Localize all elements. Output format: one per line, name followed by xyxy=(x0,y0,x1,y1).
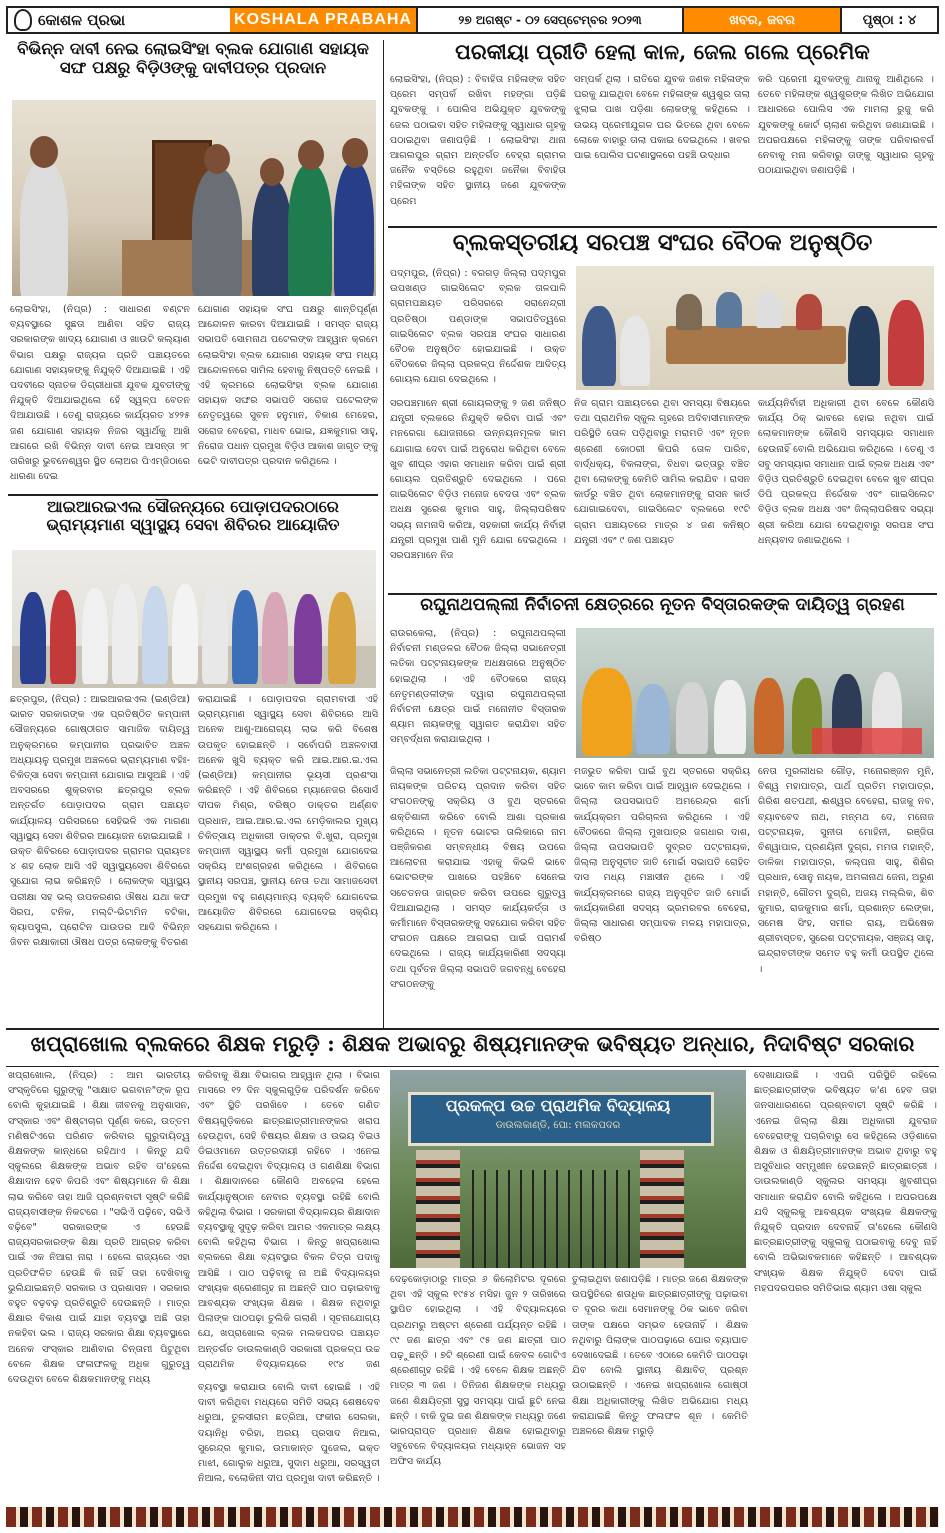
article-body-col2: ସମ୍ପର୍କ ଥିଲା । ରାତିରେ ଯୁବକ ଜଣକ ମହିଳାଙ୍କ ଘରକୁ ଯାଇଥିବା ବେଳେ ମହିଳାଙ୍କ ଶ୍ୱଶୁର ତାଲା ଝୁଲାଇ ପାଖ ପଡ଼ିଶା ଲୋକଙ୍କୁ କହିଥିଲେ । ଉଭୟ ପ୍ରେମୀଯୁଗଳ ଘର ଭିତରେ ଥିବା ବେଳେ ଲୋକେ ବାହାରୁ ତାଲା ପକାଇ ଦେଇଥିଲେ । ଖବର ପାଇ ପୋଲିସ ଘଟଣାସ୍ଥଳରେ ପହଞ୍ଚି ଉଦ୍ଧାର xyxy=(574,74,750,162)
khaprakhol-body-col4: ଦେଢ଼କୋଡ଼ାଠାରୁ ମାତ୍ର ୬ କିଲୋମିଟର ଦୂରରେ ଥିବା ଏହି ସ୍କୁଲ ୧୯୫୪ ମସିହା ଜୁନ ୨ ତାରିଖରେ ସ୍ଥାପିତ ହୋଇଥିଲା । ଏହି ବିଦ୍ୟାଳୟରେ ପ୍ରଥମରୁ ଅଷ୍ଟମ ଶ୍ରେଣୀ ପର୍ଯ୍ୟନ୍ତ ରହିଛି । ୯୯ ଜଣ ଛାତ୍ର ଏବଂ ୯୫ ଜଣ ଛାତ୍ରୀ ପାଠ ପଢ଼ୁଛନ୍ତି । ୭ଟି ଶ୍ରେଣୀ ପାଇଁ କେବଳ ଗୋଟିଏ ଶ୍ରେଣୀଗୃହ ରହିଛି । ଏହି ବେଳେ ଶିକ୍ଷକ ଅଛନ୍ତି ମାତ୍ର ୩ ଜଣ । ତିନିଜଣ ଶିକ୍ଷକଙ୍କ ମଧ୍ୟରୁ ଜଣେ ଶିକ୍ଷୟିତ୍ରୀ ସୁସ୍ଥ ସମସ୍ୟା ପାଇଁ ଛୁଟି ନେଇ ଛନ୍ତି । ବାକି ଦୁଇ ଜଣ ଶିକ୍ଷକଙ୍କ ମଧ୍ୟରୁ ଜଣେ ଭାରପ୍ରାପ୍ତ ପ୍ରଧାନ ଶିକ୍ଷକ ହୋଇଥିବାରୁ ସବୁବେଳେ ବିଦ୍ୟାଳୟର ମଧ୍ୟାହ୍ନ ଭୋଜନ ସହ ଅଫିସ କାର୍ଯ୍ୟ xyxy=(390,1274,566,1468)
section-name: ଖବର, ଜବର xyxy=(682,8,840,32)
article-love-affair xyxy=(388,40,937,225)
school-sign-text: ପ୍ରକଳ୍ପ ଉଚ୍ଚ ପ୍ରାଥମିକ ବିଦ୍ୟାଳୟ xyxy=(445,1096,671,1115)
article-raghunathpali xyxy=(388,596,937,1026)
section-rule xyxy=(388,226,937,228)
article-body-col2: ନିଜ ଗ୍ରାମ ପଞ୍ଚାୟତରେ ଥିବା ସମସ୍ୟା ବିଷୟରେ ତଥା ପ୍ରାଥମିକ ସ୍କୁଲ ଗୃହରେ ଅଦିବାସୀମାନଙ୍କ ପରିସ୍ଥିତି ତୋଳ ପଡ଼ିଥିବାରୁ ମରାମତି ଏବଂ ନୂତନ ଶ୍ରେଣୀ କୋଠରୀ କିପରି ତୋଳ ପାରିବ, ବାର୍ଦ୍ଧକ୍ୟ, ବିକଳାଙ୍ଗ, ବିଧବା ଭତ୍ତାରୁ ବଞ୍ଚିତ ଥିବା ଲୋକଙ୍କୁ କେମିତି ସାମିଲ କରାଯିବ । ରାସନ କାର୍ଡରୁ ବଞ୍ଚିତ ଥିବା ଲୋକମାନଙ୍କୁ ରାସନ କାର୍ଡ ଯୋଗାଇଦେବା, ଗାଇସିଲେଟ ବ୍ଲକରେ ୧୯ଟି ଗ୍ରାମ ପଞ୍ଚାୟତରେ ମାତ୍ର ୪ ଜଣ କନିଷ୍ଠ ଯନ୍ତ୍ରୀ ଏବଂ ୯ ଜଣ ପଞ୍ଚାୟତ xyxy=(574,398,750,546)
article-body-col3: ନେତା ମୁରଲୀଧର ଗୌଡ଼, ମନୋରଞ୍ଜନ ମୁନି, ବିଶ୍ୱ ମହାପାତ୍ର, ପାର୍ଥ ପ୍ରତିମ ମହାପାତ୍ର, ଗିରିଶ ଶତପଥୀ, ଈଶ୍ୱର ବେହେରା, ରାଜକୁ ନବ, ବ୍ୟାବବେଦ ନାଥ, ମନ୍ମଥ ଦେ, ମନୋଜ ପଟ୍ଟନାୟକ, ସୁନୀତା ମୋହିନୀ, ରଞ୍ଜିତା ବିଶ୍ୱାପାଳ, ପ୍ରଣୟିନୀ ଦୁଗ୍‌ଗ, ମମତା ମହାନ୍ତି, ଡାଳିକା ମହାପାତ୍ର, କଲ୍ପନା ସାହୁ, ଶିଶିର ପ୍ରଧାନ, ସୋନୁ ନାୟକ, ଅମଳାନାଥ ଜେନା, ଅରୁଣ ମହାନ୍ତି, ଗୌତମ ଦୁଗ୍‌ଗି, ଅଜୟ ମଲ୍ଲିକ, ଶିବ କୁମାର, ରାଜକୁମାର ଶର୍ମା, ପ୍ରଶାନ୍ତ ଲେଙ୍କା, ସମେଷ ସିଂହ, ସମୀର ରାୟ, ଅଭିଷେକ ଶ୍ରୀବାସ୍ତବ, ସୁରେଶ ପଟ୍ଟନାୟକ, ସଞ୍ଜୟ ସାହୁ, ଇନ୍ଦ୍ରାବତୀଙ୍କ ସମେତ ବହୁ କର୍ମୀ ଉପସ୍ଥିତ ଥିଲେ । xyxy=(758,766,934,975)
article-lead: ରାଉରକେଲା, (ନିପ୍ର) : ରଘୁନାଥପଲ୍ଲୀ ନିର୍ବାଚନୀ ମଣ୍ଡଳର ବୈଠକ ଜିଲ୍ଲା ସଭାନେତ୍ରୀ ଲତିକା ପଟ୍ଟନାୟକଙ୍କ ଅଧକ୍ଷତାରେ ଅନୁଷ୍ଠିତ ହୋଇଥିଲା । ଏହି ବୈଠକରେ ରାଜ୍ୟ ନେତୃମଣ୍ଡଳୀଙ୍କ ଦ୍ୱାରା ରଘୁନାଥପଲ୍ଲୀ ନିର୍ବାଚନୀ କ୍ଷେତ୍ର ପାଇଁ ମନୋନୀତ ବିସ୍ତାରକ ଶ୍ୟାମ ନାୟକଙ୍କୁ ସ୍ୱାଗତ କରାଯିବା ସହିତ ସମ୍ବର୍ଦ୍ଧନା କରାଯାଇଥିଲା । xyxy=(390,628,566,746)
school-sign-subtext: ଡାଉଲକାଣ୍ଡି, ପୋ: ମଲକପଦର xyxy=(495,1120,621,1131)
headline: ଆଇଆରଇଏଲ ସୌଜନ୍ୟରେ ପୋଡ଼ାପଦରଠାରେ ଭ୍ରାମ୍ୟମାଣ ସ୍ୱାସ୍ଥ୍ୟ ସେବା ଶିବିରର ଆୟୋଜିତ xyxy=(46,498,340,535)
article-body-col1: ଛତ୍ରପୁର, (ନିପ୍ର) : ଆଇଆରଇଏଲ (ଇଣ୍ଡିଆ) ଭାରତ ସରକାରଙ୍କ ଏକ ପ୍ରତିଷ୍ଠିତ କମ୍ପାନୀ ସୌଜନ୍ୟରେ ଗୋଷ୍ଠୀଗତ ସାମାଜିକ ଦାୟିତ୍ୱ ଅନୁକ୍ରମରେ କମ୍ପାନୀର ପ୍ରଭାବିତ ଅଞ୍ଚଳ ଅଧ୍ୟାୟଳୁ ପ୍ରମୁଖ ଅଞ୍ଚଳରେ ଭ୍ରାମ୍ୟମାଣ ବହିଃ-ଚିକିତ୍ସା ସେବା କମ୍ପାନୀ ଯୋଗାଇ ଆସୁଅଛି । ଏହି ଅବସରରେ ଶୁକ୍ରବାର ଛତ୍ରପୁର ବ୍ଲକ ଅନ୍ତର୍ଗତ ପୋଡ଼ାପଦର ଗ୍ରାମ ପଞ୍ଚାୟତ କାର୍ଯ୍ୟାଳୟ ପରିସରରେ ସେହିଭଳି ଏକ ମାଗଣା ସ୍ୱାସ୍ଥ୍ୟ ସେବା ଶିବିରର ଆୟୋଜନ ହୋଇଯାଇଛି । ଉକ୍ତ ଶିବିରରେ ପୋଡ଼ାପଦର ଗ୍ରାମର ପ୍ରାୟତଃ ୪ ଶହ ଲୋକ ଆସି ଏହି ସ୍ୱାସ୍ଥ୍ୟସେବା ଶିବିରରେ ସୁଯୋଗ ଲାଭ କରିଛନ୍ତି । ଲୋକଙ୍କ ସ୍ୱାସ୍ଥ୍ୟ ପରୀକ୍ଷା ସହ ଭଲ୍ ଉପକରଣର ଔଷଧ ଯଥା କଫ ସିରପ, ଟନିକ, ମଲ୍ଟି-ଭିଟାମିନ ବଟିକା, କ୍ୟାପସୁଲ, ପ୍ରୋଟିନ ପାଉଡର ଆଦି ବିଭିନ୍ନ ଜିବନ ରକ୍ଷାକାରୀ ଔଷଧ ପତ୍ର ଲୋକଙ୍କୁ ବିତରଣ xyxy=(10,694,190,949)
article-body-col3: କାର୍ଯ୍ୟନିର୍ବାହୀ ଅଧିକାରୀ ଥିବା ବେଳେ କୌଣସି କାର୍ଯ୍ୟ ଠିକ୍ ଭାବରେ ହୋଇ ନଥିବା ପାଇଁ ଲୋକମାନଙ୍କ କୌଣସି ସମସ୍ୟାର ସମାଧାନ ହେଉନାହିଁ ବୋଲି ଅଭିଯୋଗ କରିଥିଲେ । ତେଣୁ ଏ ସବୁ ସମସ୍ୟାର ସମାଧାନ ପାଇଁ ବ୍ଲକ ଅଧକ୍ଷ ଏବଂ ବିଡ଼ିଓ ପ୍ରତିଶ୍ରୁତି ଦେଇଥିବା ବେଳେ ଖୁବ ଶୀଘ୍ର ଡିପି ପ୍ରକଳ୍ପ ନିର୍ଦ୍ଦେଶକ ଏବଂ ଗାଇସିଲେଟ ବିଡ଼ିଓ ବ୍ଲକ ଅଧକ୍ଷ ଏବଂ ଜିଲ୍ଲାପରିଷଦ ସଭ୍ୟା ଶ୍ରୀ କରିଆ ଯୋଗ ଦେଇଥିବାରୁ ସରପଞ୍ଚ ସଂଘ ଧନ୍ୟବାଦ ଜଣାଇଥିଲେ । xyxy=(758,398,934,546)
photo-party-meeting xyxy=(576,628,934,758)
article-body-col2: ଯୋଗାଣ ସହାୟକ ସଂଘ ପକ୍ଷରୁ ଶାନ୍ତିପୂର୍ଣ୍ଣ ଆନ୍ଦୋଳନ କାରବା ଦିଆଯାଇଛି । ସମସ୍ତ ରାଜ୍ୟ ସଭାପତି ସୋମନାଥ ପଟେଲଙ୍କ ଆହ୍ୱାନ କ୍ରମେ ଲୋଇସିଂହା ବ୍ଲକ ଯୋଗାଣ ସହାୟକ ସଂଘ ମଧ୍ୟ ଆନ୍ଦୋଳନରେ ସାମିଲ ହେବାକୁ ନିଷ୍ପତ୍ତି ନେଇଛି । ଏହି କ୍ରମରେ ଲୋଇସିଂହା ବ୍ଲକ ଯୋଗାଣ ସହାୟକ ସଙ୍ଘର ସଭାପତି ସରୋଜ ପଟେଲଙ୍କ ନେତୃତ୍ୱରେ ସୁବନ ହନୁମାନ, ବିକାଶ ମେହେର, ସରୋଜ ବେହେରା, ମାଧବ ଭୋଇ, ଯଜ୍ଞକୁମାର ସାହୁ, ନିରୋଜ ପଧାନ ପ୍ରମୁଖ ବିଡ଼ିଓ ଆକାଶ ଜାଗୃତ ଙ୍କୁ ଭେଟି ଦାବୀପତ୍ର ପ୍ରଦାନ କରିଥିଲେ । xyxy=(198,304,378,468)
article-body-col1: ସରପଞ୍ଚମାନେ ଶ୍ରୀ ଗୋୟଲଙ୍କୁ ୨ ଜଣ ଜନିଷ୍ଠ ଯନ୍ତ୍ରୀ ବ୍ଲକରେ ନିଯୁକ୍ତି କରିବା ପାଇଁ ଏବଂ ମନରେଗା ଯୋଜନାରେ ଉନ୍ନୟନମୂଳକ କାମ ଯୋଗାଇ ଦେବା ପାଇଁ ଅନୁରୋଧ କରିଥିବା ବେଳେ ଖୁବ ଶୀଘ୍ର ଏହାର ସମାଧାନ କରିବା ପାଇଁ ଶ୍ରୀ ଗୋୟଲ ପ୍ରତିଶ୍ରୁତି ଦେଇଥିଲେ । ପରେ ଗାଇସିଲେଟ ବିଡ଼ିଓ ମନୋଜ ବେଦତା ଏବଂ ବ୍ଲକ ଅଧକ୍ଷ ସୁରେଶ କୁମାର ସାହୁ, ଜିଲ୍ଲାପରିଷଦ ସଭ୍ୟ ନାମନାସି କରିଆ, ସହକାରୀ କାର୍ଯ୍ୟ ନିର୍ବାହୀ ଯନ୍ତ୍ରୀ ପ୍ରମୁଖ ପାଣି ମୁନି ଯୋଗ ଦେଇଥିଲେ । ସରପଞ୍ଚମାନେ ନିଜ xyxy=(390,398,566,562)
photo-sarpanch-meeting xyxy=(576,266,934,390)
section-rule xyxy=(6,1028,939,1030)
column-divider xyxy=(383,40,384,1028)
photo-school-gate xyxy=(390,1070,746,1268)
khaprakhol-body-col6: ବ୍ୟବସ୍ଥା କରାଯାଉ ବୋଲି ଦାବୀ ହୋଇଛି । ଏହି ଦାବୀ କରିଥିବା ମଧ୍ୟରେ ସମିତି ସଭ୍ୟ ଶେଷଦେବ ଧରୁଆ, ତୁଳସୀରାମ ଛତ୍ରିଆ, ଫକୀର ସେଲକା, ଦୟାନିଧି ବରିହା, ଅରୟ ପ୍ରସାଦ ନିଆଲ, ସୁରେନ୍ଦ୍ର କୁମାର, ଉମାକାନ୍ତ ପୁଜେଲ, ଭକ୍ତ ମାଝୀ, ଗୋଲୁକ ଧରୁଆ, ସୁଦାମ ଧରୁଆ, ସରସ୍ୱତୀ ନିଆଲ, ବଲୋକିନୀ ଦୀପ ପ୍ରମୁଖ ଦାବୀ କରିଛନ୍ତି । xyxy=(198,1382,380,1485)
article-body-col1: ଜିଲ୍ଲା ସଭାନେତ୍ରୀ ଲତିକା ପଟ୍ଟନାୟକ, ଶ୍ୟାମ ନାୟକଙ୍କ ପରିଚୟ ପ୍ରଦାନ କରିବା ସହିତ ସଂଗଠନଙ୍କୁ ସକ୍ରିୟ ଓ ବୁଥ ସ୍ତରରେ ଶକ୍ତିଶାଳୀ କରିବେ ବୋଲି ଆଶା ପ୍ରକାଶ କରିଥିଲେ । ନୂତନ ଭୋଟର ତାଲିକାରେ ନାମ ପଞ୍ଜିକରଣ ସମ୍ବନ୍ଧୀୟ ବିଷୟ ଉପରେ ଆଲୋଚନା କରାଯାଇ ଏହାକୁ କିଭଳି ଭାବେ ଭୋଟରଙ୍କ ପାଖରେ ପହଞ୍ଚିବେ ସେନେଇ ସଚେତନତା ଜାଗ୍ରତ କରିବା ଉପରେ ଗୁରୁତ୍ୱ ଦିଆଯାଇଥିଲା । ସମସ୍ତ କାର୍ଯ୍ୟକର୍ତ୍ତା ଓ କର୍ମୀମାନେ ବିସ୍ତାରକଙ୍କୁ ସହଯୋଗ କରିବା ସହିତ ସଂଗଠନ ପକ୍ଷରେ ଆଗଭରା ପାଇଁ ପରାମର୍ଶ ଦେଇଥିଲେ । ରାଜ୍ୟ କାର୍ଯ୍ୟକାରିଣୀ ସଦସ୍ୟା ତଥା ପୂର୍ବତନ ଜିଲ୍ଲା ସଭାପତି ଜଗବନ୍ଧୁ ବେହେରା ସଂଗଠନଙ୍କୁ xyxy=(390,766,566,990)
headline: ରଘୁନାଥପଲ୍ଲୀ ନିର୍ବାଚନୀ କ୍ଷେତ୍ରରେ ନୂତନ ବିସ୍ତାରକଙ୍କ ଦାୟିତ୍ୱ ଗ୍ରହଣ xyxy=(420,596,905,615)
section-rule xyxy=(6,1066,939,1067)
article-lead: ପଦ୍ମପୁର, (ନିପ୍ର) : ବରଗଡ଼ ଜିଲ୍ଲା ପଦ୍ମପୁର ଉପଖଣ୍ଡ ଗାଇସିଲେଟ ବ୍ଲକ ତାଳପାଳି ଗ୍ରାମପଞ୍ଚାୟତ ପରିସରରେ ସରାନେନ୍ଦ୍ରୀ ପ୍ରତିଷ୍ଠା ପଣ୍ଡାଙ୍କ ସଭାପତିତ୍ୱରେ ଗାଇସିଲେଟ ବ୍ଲକ ସରପଞ୍ଚ ସଂଘର ସାଧାରଣ ବୈଠକ ଅନୁଷ୍ଠିତ ହୋଇଯାଇଛି । ଉକ୍ତ ବୈଠକରେ ଜିଲ୍ଲା ପ୍ରକଳ୍ପ ନିର୍ଦ୍ଦେଶକ ଆଦିତ୍ୟ ଗୋୟଲ ଯୋଗ ଦେଇଥିଲେ । xyxy=(390,268,566,386)
photo-memo-submission xyxy=(12,100,376,296)
decorative-footer-band xyxy=(6,1507,939,1527)
paper-name-odia: କୋଶଳ ପ୍ରଭା xyxy=(38,11,126,29)
article-body-col3: କରି ପ୍ରେମୀ ଯୁବକଙ୍କୁ ଥାନାକୁ ଆଣିଥିଲେ । ତେବେ ମହିଳାଙ୍କ ଶ୍ୱଶୁରଙ୍କ ଲିଖିତ ଅଭିଯୋଗ ଆଧାରରେ ପୋଲିସ ଏକ ମାମଲା ରୁଜୁ କରି ଯୁବକଙ୍କୁ କୋର୍ଟ ଚାଲାଣ କରିଥିବା ଜଣାଯାଇଛି । ଅପରପକ୍ଷରେ ମହିଳାଙ୍କୁ ତାଙ୍କ ପରିବାରବର୍ଗ ନେବାକୁ ମନା କରିବାରୁ ତାଙ୍କୁ ସ୍ୱାଧାର ଗୃହକୁ ପଠାଯାଇଥିବା ଜଣାପଡ଼ିଛି । xyxy=(758,74,934,177)
article-body-col1: ଲୋଇସିଂହା, (ନିପ୍ର) : ସାଧାରଣ ବଣ୍ଟନ ବ୍ୟବସ୍ଥାରେ ସୁଛତା ଆଣିବା ସହିତ ରାଜ୍ୟ ସରକାରଙ୍କ ଖାଦ୍ୟ ଯୋଗାଣ ଓ ଖାଉଟି କଲ୍ୟାଣ ବିଭାଗ ପକ୍ଷରୁ ରାଜ୍ୟର ପ୍ରତି ପଞ୍ଚାୟତରେ ଯୋଗାଣ ସହାୟକଙ୍କୁ ନିଯୁକ୍ତି ଦିଆଯାଇଛି । ଏହି ପଦବୀରେ ସ୍ନାତକ ଡିଗ୍ରୀଧାରୀ ଯୁବକ ଯୁବତୀଙ୍କୁ ନିଯୁକ୍ତି ଦିଆଯାଇଥିଲେ ହେଁ ସ୍ୱଳ୍ପ ବେତନ ଦିଆଯାଉଛି । ତେଣୁ ରାଜ୍ୟରେ କାର୍ଯ୍ୟରତ ୪୨୨୫ ଜଣ ଯୋଗାଣ ସହାୟକ ନିଜର ସ୍ୱାର୍ଥକୁ ଆଖି ଆଗରେ ରଖି ବିଭିନ୍ନ ଦାବୀ ନେଇ ଆସନ୍ତା ୨୮ ତାରିଖରୁ ଭୁବନେଶ୍ୱର ସ୍ଥିତ ଲୋଅର ପିଏମ୍‌ଜିଠାରେ ଧାରଣା ଦେଇ xyxy=(10,304,190,483)
masthead xyxy=(6,6,939,34)
article-body-col2: ମଜଭୁତ କରିବା ପାଇଁ ବୁଥ ସ୍ତରରେ ସକ୍ରିୟ ଭାବେ କାମ କରିବା ପାଇଁ ଆହ୍ୱାନ ଦେଇଥିଲେ । ଜିଲ୍ଲା ଉପସଭାପତି ଅମରେନ୍ଦ୍ର ଶର୍ମା କାର୍ଯ୍ୟକ୍ରମ ପରିଚାଳନା କରିଥିଲେ । ଏହି ବୈଠକରେ ଜିଲ୍ଲା ମୁଖପାତ୍ର ଜଗଧାର ଦାଶ, ଜିଲ୍ଲା ଉପସଭାପତି ସୁବ୍ରତ ପଟ୍ଟନାୟକ, ଜିଲ୍ଲା ଅନୁସୂଚୀତ ଜାତି ମୋର୍ଚ୍ଚା ସଭାପତି ରୋହିତ ଦାସ ମଧ୍ୟ ମଞ୍ଚାସୀନ ଥିଲେ । ଏହି କାର୍ଯ୍ୟକ୍ରମରେ ରାଜ୍ୟ ଅନୁସୂଚିତ ଜାତି ମୋର୍ଚ୍ଚା କାର୍ଯ୍ୟକାରିଣୀ ସଦସ୍ୟ ଭ୍ରମରବର ବେହେରା, ଜିଲ୍ଲା ସାଧାରଣ ସମ୍ପାଦକ ମଳୟ ମହାପାତ୍ର, ବରିଷ୍ଠ xyxy=(574,766,750,945)
paper-name-english: KOSHALA PRABAHA xyxy=(230,8,416,32)
article-sarpanch-meeting xyxy=(388,230,937,590)
section-rule xyxy=(388,593,937,595)
headline-khaprakhol: ଖପ୍ରାଖୋଲ ବ୍ଲକରେ ଶିକ୍ଷକ ମରୁଡ଼ି : ଶିକ୍ଷକ ଅଭାବରୁ ଶିଷ୍ୟମାନଙ୍କ ଭବିଷ୍ୟତ ଅନ୍ଧାର, ନିଦାବିଷ୍ଟ ସରକାର xyxy=(30,1032,915,1056)
article-body-col1: ଲୋଇସିଂହା, (ନିପ୍ର) : ବିବାହିତା ମହିଳାଙ୍କ ସହିତ ପ୍ରେମ ସମ୍ପର୍କ ରଖିବା ମହଙ୍ଗା ପଡ଼ିଛି ଯୁବକଙ୍କୁ । ପୋଲିସ ଅଭିଯୁକ୍ତ ଯୁବକଙ୍କୁ ଜେଲ ପଠାଇବା ସହିତ ମହିଳାଙ୍କୁ ସ୍ୱାଧାର ଗୃହକୁ ପଠାଇଥିବା ଜଣାପଡ଼ିଛି । ଲୋଇସିଂହା ଥାନା ଆଗଲପୁର ଗ୍ରାମ ଅନ୍ତର୍ଗତ ବେହ୍ରା ଗ୍ରାମର ଜନୈକ ବସ୍ତିରେ ରହୁଥିବା ଜନୈକା ବିବାହିତା ମହିଳାଙ୍କ ସହିତ ସ୍ଥାନୀୟ ଜଣେ ଯୁବକଙ୍କ ପ୍ରେମ xyxy=(390,74,566,207)
headline: ପରକୀୟା ପ୍ରୀତି ହେଲା କାଳ, ଜେଲ ଗଲେ ପ୍ରେମିକ xyxy=(455,40,870,64)
khaprakhol-body-col5: ତୁଲାଇଥିବା ଜଣାପଡ଼ିଛି । ମାତ୍ର ଜଣେ ଶିକ୍ଷକଙ୍କ ଉପସ୍ଥିତିରେ ଶତାଧିକ ଛାତ୍ରଛାତ୍ରୀଙ୍କୁ ପଢ଼ାଇବା ତ ଦୂରର କଥା ସେମାନଙ୍କୁ ଠିକ ଭାବେ ଜଗିବା ତାଙ୍କ ପକ୍ଷରେ ସମ୍ଭବ ହେଉନାହିଁ । ଶିକ୍ଷକ ନଥିବାରୁ ପିଲାଙ୍କ ପାଠପଢ଼ାରେ ଘୋର ବ୍ୟାଘାତ ଦେଖାଦେଇଛି । ତେବେ ଏଠାରେ କେମିତି ପାଠପଢ଼ା ଯିବ ବୋଲି ସ୍ଥାନୀୟ ଶିକ୍ଷାବିତ୍ ପ୍ରଶ୍ନ ଉଠାଇଛନ୍ତି । ଏନେଇ ଖପ୍ରାଖୋଲ ଗୋଷ୍ଠୀ ଶିକ୍ଷା ଅଧିକାରୀଙ୍କୁ ଲିଖିତ ଅଭିଯୋଗ ମଧ୍ୟ କରାଯାଇଛି କିନ୍ତୁ ଫଳାଫଳ ଶୂନ । କେମିତି ଅଞ୍ଚଳରେ ଶିକ୍ଷକ ମରୁଡ଼ି xyxy=(572,1274,748,1438)
photo-health-camp xyxy=(12,550,376,688)
khaprakhol-body-col1: ଖପ୍ରାଖୋଲ, (ନିପ୍ର) : ଆମ ଭାରତୀୟ ସଂସ୍କୃତିରେ ଗୁରୁଙ୍କୁ "ସାକ୍ଷାତ ଭଗବାନ"ଙ୍କ ରୂପ ବୋଲି କୁହାଯାଇଛି । ଶିକ୍ଷା ଜୀବନକୁ ଅନୁଶାସନ, ସଂସ୍କାର ଏବଂ ଶିଷ୍ଟାଚାର ପୂର୍ଣ୍ଣ କରେ, ଉତ୍ତମ ମଣିଷଟିଏରେ ପରିଣତ କରିବାର ଗୁରୁଦାୟିତ୍ୱ ଶିକ୍ଷକଙ୍କ କାନ୍ଧରେ ରହିଥାଏ । କିନ୍ତୁ ଯଦି ସ୍କୁଲରେ ଶିକ୍ଷକଙ୍କ ଅଭାବ ରହିବ ତା'ହେଲେ ଶିକ୍ଷାଦାନ ହେବ କିପରି ଏବଂ ଶିଷ୍ୟମାନେ କି ଶିକ୍ଷା ଲାଭ କରିବେ ତାହା ଆଜି ପ୍ରଶ୍ନବାଚୀ ସୃଷ୍ଟି କରିଛି ରାଜ୍ୟବାସୀଙ୍କ ନିକଟରେ । "ସଭିଏଁ ପଢ଼ିବେ, ସଭିଏଁ ବଢ଼ିବେ" ସରକାରଙ୍କ ଏ ହେଉଛି ରାଜ୍ୟସରକାରଙ୍କ ଶିକ୍ଷା ପ୍ରତି ଆଗ୍ରହ କରିବା ପାଇଁ ଏକ ନିଆରା ନାରା । ହେଲେ ରାଜ୍ୟରେ ଏହା ପ୍ରତିଫଳିତ ହେଉଛି କି ନାହିଁ ତାହା ଦେଖିବାକୁ ଭୁଲିଯାଇଛନ୍ତି ସରକାର ଓ ପ୍ରଶାସନ । ସରକାର ବହୁତ ବଢ଼ବଢ଼ ପ୍ରତିଶ୍ରୁତି ଦେଉଛନ୍ତି । ମାତ୍ର ଶିକ୍ଷାର ବିକାଶ ପାଇଁ ଯାହା ବ୍ୟବସ୍ଥା ଅଛି ତାହା ନକହିବା ଭଲ । ରାଜ୍ୟ ସରକାର ଶିକ୍ଷା ବ୍ୟବସ୍ଥାରେ ଅନେକ ସଂସ୍କାର ଆଣିବାର ଚିନ୍ତାମୀ ପିଟୁଥିବା ବେଳେ ଶିକ୍ଷକ ଫଳାଫଳକୁ ଅଧିକ ଗୁରୁତ୍ୱ ଦେଉଥିବା ବେଳେ ଶିକ୍ଷକମାନଙ୍କୁ ମଧ୍ୟ xyxy=(8,1070,190,1386)
logo-icon xyxy=(14,9,32,31)
section-rule xyxy=(8,494,378,496)
khaprakhol-body-col3: ଦେଖାଯାଉଛି । ଏପରି ପରିସ୍ଥିତି ରହିଲେ ଛାତ୍ରଛାତ୍ରୀଙ୍କ ଭବିଷ୍ୟତ କ'ଣ ହେବ ତାହା ଜନସାଧାରଣରେ ପ୍ରଶ୍ନବାଚୀ ସୃଷ୍ଟି କରିଛି । ଏନେଇ ଜିଲ୍ଲା ଶିକ୍ଷା ଅଧିକାରୀ ଯୁବରାଜ ବେହେରାଙ୍କୁ ପଚାରିବାରୁ ସେ କହିଥିଲେ ଓଡ଼ିଶାରେ ଶିକ୍ଷକ ଓ ଶିକ୍ଷୟିତ୍ରୀମାନଙ୍କ ଅଭାବ ଥିବାରୁ ବହୁ ଅସୁବିଧାର ସମ୍ମୁଖୀନ ହେଉଛନ୍ତି ଛାତ୍ରଛାତ୍ରୀ । ଡାଉଲକାଣ୍ଡି ସ୍କୁଲର ସମସ୍ୟା ଖୁବଶୀଘ୍ର ସମାଧାନ କରାଯିବ ବୋଲି କହିଥିଲେ । ଅପରପକ୍ଷେ ଯଦି ସ୍କୁଲକୁ ଆବଶ୍ୟକ ସଂଖ୍ୟକ ଶିକ୍ଷକଙ୍କୁ ନିଯୁକ୍ତି ପ୍ରଦାନ ଦେବନାହିଁ ତା'ହେଲେ କୌଣସି ଛାତ୍ରଛାତ୍ରୀଙ୍କୁ ସ୍କୁଲକୁ ପଠାଇବାକୁ ଦେବୁ ନାହିଁ ବୋଲି ଅଭିଭାବକମାନେ କହିଛନ୍ତି । ଆବଶ୍ୟକ ସଂଖ୍ୟକ ଶିକ୍ଷକ ନିଯୁକ୍ତି ଦେବା ପାଇଁ ମହପଦରପରର ସମିତିଭାଇ ଶ୍ୟାମ ଓଷା ସ୍କୁଲ xyxy=(754,1070,937,1294)
masthead-logo xyxy=(8,8,230,32)
khaprakhol-body-col2: କରିବାକୁ ଶିକ୍ଷା ବିଭାଗର ଆହ୍ୱାନ ଥିଲା । ବିଭାଗ ମାସରେ ୧୨ ଦିନ ସ୍କୁଲଗୁଡ଼ିକ ପରିଦର୍ଶନ କରିବେ ଏବଂ ସ୍ଥିତି ପରଖିବେ । ତେବେ ଗଣିତ ବିଷୟଗୁଡ଼ିକରେ ଛାତ୍ରଛାତ୍ରୀମାନଙ୍କର ଖରାପ ହେଉଥିବା, ସେହି ବିଷୟର ଶିକ୍ଷକ ଓ ଉଭୟ ବିଇଓ ଡିଇଓମାନେ ଉତ୍ତରଦାୟୀ ରହିବେ । ଏନେଇ ନିର୍ଦ୍ଦେଶ ଦେଇଥିବା ବିଦ୍ୟାଳୟ ଓ ଗଣଶିକ୍ଷା ବିଭାଗ । ଶିକ୍ଷାଦାନରେ କୌଣସି ଅବହେଳା ହେଲେ କାର୍ଯ୍ୟାନୁଷ୍ଠାନ ନେବାର ବ୍ୟବସ୍ଥା ରହିଛି ବୋଲି କହିଥିଲା ବିଭାଗ । ସରକାରୀ ବିଦ୍ୟାଳୟର ଶିକ୍ଷାଦାନ ବ୍ୟବସ୍ଥାକୁ ସୁଦୃଢ଼ କରିବା ଆମର ଏକମାତ୍ର ଲକ୍ଷ୍ୟ ବୋଲି କହିଥିଲା ବିଭାଗ । କିନ୍ତୁ ଖପ୍ରାଖୋଲ ବ୍ଲକରେ ଶିକ୍ଷା ବ୍ୟବସ୍ଥାର ବିକଳ ଚିତ୍ର ପଦାକୁ ଆସିଛି । ପାଠ ପଢ଼ିବାକୁ ନା ଅଛି ବିଦ୍ୟାଳୟର ସଂଖ୍ୟକ ଶ୍ରେଣୀଗୃହ ନା ଅଛନ୍ତି ପାଠ ପଢ଼ାଇବାକୁ ଆବଶ୍ୟକ ସଂଖ୍ୟକ ଶିକ୍ଷକ । ଶିକ୍ଷକ ନଥିବାରୁ ପିଲାଙ୍କ ପାଠପଢ଼ା ଚୁଲିକି ଗଲାଣି । ସୂଚନାଯୋଗ୍ୟ ଯେ, ଖପ୍ରାଖୋଲ ବ୍ଲକ ମଲକପଦର ପଞ୍ଚାୟତ ଅନ୍ତର୍ଗତ ଡାଉଲକାଣ୍ଡି ସରକାରୀ ପ୍ରକଳ୍ପ ଉଚ୍ଚ ପ୍ରାଥମିକ ବିଦ୍ୟାଳୟରେ ୧୯୪ ଜଣ xyxy=(198,1070,380,1370)
article-health-camp xyxy=(8,498,378,1023)
headline: ବିଭିନ୍ନ ଦାବୀ ନେଇ ଲୋଇସିଂହା ବ୍ଲକ ଯୋଗାଣ ସହାୟକ ସଙ୍ଘ ପକ୍ଷରୁ ବିଡ଼ିଓଙ୍କୁ ଦାବୀପତ୍ର ପ୍ରଦାନ xyxy=(17,40,369,77)
headline: ବ୍ଲକସ୍ତରୀୟ ସରପଞ୍ଚ ସଂଘର ବୈଠକ ଅନୁଷ୍ଠିତ xyxy=(452,230,873,256)
article-body-col2: କରାଯାଇଛି । ପୋଡ଼ାପଦର ଗ୍ରାମବାସୀ ଏହି ଭ୍ରାମ୍ୟମାଣ ସ୍ୱାସ୍ଥ୍ୟ ସେବା ଶିବିରରେ ଆସି ଅନେକ ଆଶୁ-ଆରୋଗ୍ୟ ଲାଭ କରି ବିଶେଷ ଉପକୃତ ହୋଇଛନ୍ତି । ସର୍ବୋପରି ଅଞ୍ଚଳବାସୀ ଅନେକ ଖୁସି ବ୍ୟକ୍ତ କରି ଆଇ.ଆର.ଇ.ଏଲ (ଇଣ୍ଡିଆ) କମ୍ପାନୀର ଭୂୟସୀ ପ୍ରଶଂସା କରିଛନ୍ତି । ଏହି ଶିବିରରେ ମ୍ୟାନେଜର ରିସୋର୍ସ ଦୀପକ ମିଶ୍ର, ବରିଷ୍ଠ ଡାକ୍ତର ଅର୍ଣ୍ଣବ ପ୍ରଧାନ, ଆଇ.ଆର.ଇ.ଏଲ ମେଡ଼ିକାଲର ମୁଖ୍ୟ ଚିକିତ୍ସାୟ ଅଧିକାରୀ ଡାକ୍ତର ବି.ଖୁରା, ପ୍ରମୁଖ କମ୍ପାନୀ ସ୍ୱାସ୍ଥ୍ୟ କର୍ମୀ ପ୍ରମୁଖ ଯୋଗଦେଇ ସକ୍ରିୟ ଅଂଶଗ୍ରହଣ କରିଥିଲେ । ଶିବିରରେ ସ୍ଥାନୀୟ ସରପଞ୍ଚ, ସ୍ଥାନୀୟ ନେତା ତଥା ସାମାଜସେବୀ ପ୍ରମୁଖ ବହୁ ଗଣ୍ୟମାନ୍ୟ ବ୍ୟକ୍ତି ଯୋଗଦେଇ ଆୟୋଜିତ ଶିବିରରେ ଯୋଗଦେଇ ସକ୍ରିୟ ସହଯୋଗ କରିଥିଲେ । xyxy=(198,694,378,934)
page-number: ପୃଷ୍ଠା : ୪ xyxy=(840,8,937,32)
issue-dates: ୨୭ ଅଗଷ୍ଟ - ୦୨ ସେପ୍ଟେମ୍ବର ୨୦୨୩ xyxy=(416,8,682,32)
